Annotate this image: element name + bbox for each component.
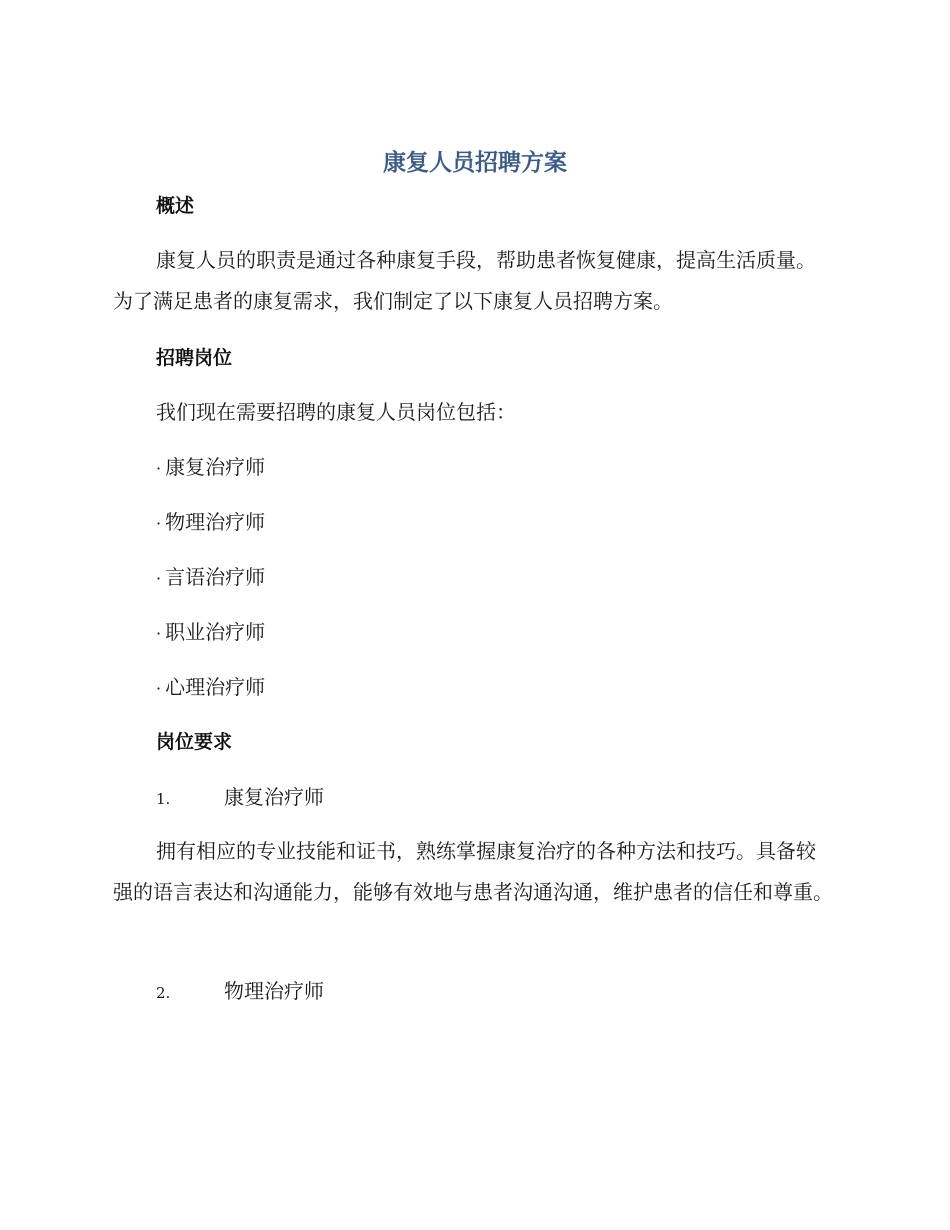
numbered-item — [156, 782, 324, 814]
bullet-icon: · — [156, 514, 162, 533]
list-item — [156, 507, 265, 539]
list-item-label: 职业治疗师 — [165, 620, 266, 644]
bullet-icon: · — [156, 679, 162, 698]
list-item — [156, 672, 265, 704]
positions-heading: 招聘岗位 — [156, 347, 233, 369]
list-item — [156, 617, 265, 649]
list-item — [156, 452, 265, 484]
item-title: 康复治疗师 — [224, 785, 324, 809]
list-item — [156, 562, 265, 594]
bullet-icon: · — [156, 459, 162, 478]
bullet-icon: · — [156, 624, 162, 643]
document-title: 康复人员招聘方案 — [383, 150, 567, 176]
requirement-paragraph: 拥有相应的专业技能和证书，熟练掌握康复治疗的各种方法和技巧。具备较强的语言表达和沟通能力，能够有效地与患者沟通沟通，维护患者的信任和尊重。 — [113, 839, 833, 904]
list-item-label: 康复治疗师 — [165, 455, 266, 479]
item-number: 2. — [156, 984, 171, 1002]
overview-heading: 概述 — [156, 195, 195, 217]
requirements-heading: 岗位要求 — [156, 731, 233, 753]
overview-paragraph: 康复人员的职责是通过各种康复手段，帮助患者恢复健康，提高生活质量。为了满足患者的康复需求，我们制定了以下康复人员招聘方案。 — [113, 248, 816, 313]
item-title: 物理治疗师 — [224, 979, 324, 1003]
list-item-label: 心理治疗师 — [165, 675, 266, 699]
list-item-label: 言语治疗师 — [165, 565, 266, 589]
positions-intro: 我们现在需要招聘的康复人员岗位包括： — [156, 400, 516, 424]
bullet-icon: · — [156, 569, 162, 588]
list-item-label: 物理治疗师 — [165, 510, 266, 534]
numbered-item — [156, 976, 324, 1008]
item-number: 1. — [156, 790, 171, 808]
